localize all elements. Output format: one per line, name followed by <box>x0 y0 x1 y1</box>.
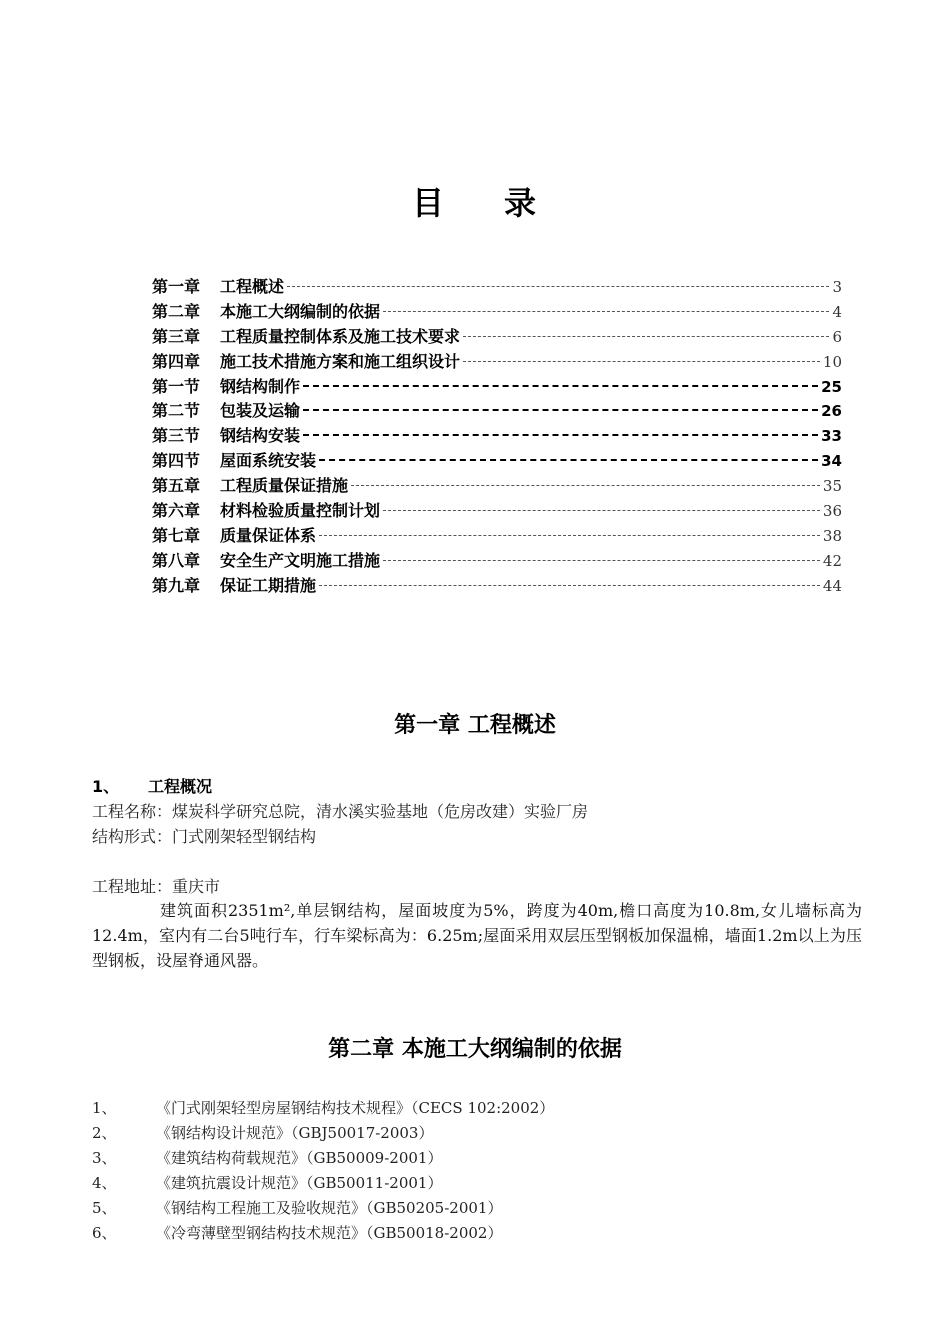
toc-entry[interactable] <box>152 473 842 498</box>
toc-entry-page: 25 <box>821 377 842 396</box>
toc-entry-label: 第九章 <box>152 575 201 595</box>
toc-leader <box>383 510 820 511</box>
toc-entry[interactable] <box>152 498 842 523</box>
list-item-text: 《钢结构工程施工及验收规范》（GB50205-2001） <box>156 1199 503 1217</box>
toc-leader <box>287 286 829 287</box>
toc-entry-title: 包装及运输 <box>220 401 301 421</box>
toc-entry-label: 第八章 <box>152 550 201 570</box>
toc-entry-title: 钢结构安装 <box>220 426 301 446</box>
toc-entry[interactable] <box>152 324 842 349</box>
toc-entry[interactable] <box>152 349 842 374</box>
list-item <box>92 1172 852 1197</box>
toc-entry-title: 安全生产文明施工措施 <box>220 550 381 570</box>
toc-leader <box>303 409 818 411</box>
toc-leader <box>303 434 818 436</box>
project-description: 建筑面积2351m²,单层钢结构，屋面坡度为5%，跨度为40m,檐口高度为10.8m,女儿墙标高为12.4m，室内有二台5吨行车，行车梁标高为：6.25m;屋面采用双层压型钢板加保温棉，墙面1.2m以上为压型钢板，设屋脊通风器。 <box>92 901 862 970</box>
toc-entry-page: 34 <box>821 452 842 471</box>
toc-title-char-1: 目 <box>411 184 446 222</box>
toc-leader <box>303 385 818 387</box>
toc-entry-title: 工程概述 <box>220 277 285 296</box>
toc-entry-page: 35 <box>822 477 842 496</box>
list-item-number: 2、 <box>92 1124 117 1142</box>
toc-leader <box>319 459 818 461</box>
list-item-number: 5、 <box>92 1199 117 1217</box>
toc-entry-title: 质量保证体系 <box>220 525 317 545</box>
toc-entry-label: 第二章 <box>152 301 201 321</box>
toc-leader <box>383 311 829 312</box>
toc-title <box>0 178 950 224</box>
toc-entry-page: 38 <box>822 526 842 545</box>
toc-leader <box>463 336 829 337</box>
section-title: 工程概况 <box>148 777 213 796</box>
list-item-number: 1、 <box>92 1099 117 1117</box>
section-heading <box>92 774 212 797</box>
list-item-text: 《建筑抗震设计规范》（GB50011-2001） <box>156 1174 443 1192</box>
toc-leader <box>319 585 820 586</box>
toc-entry-page: 3 <box>832 278 842 296</box>
toc-entry[interactable] <box>152 374 842 399</box>
toc-entry-label: 第三节 <box>152 426 201 446</box>
project-name: 工程名称：煤炭科学研究总院，清水溪实验基地（危房改建）实验厂房 <box>92 802 589 821</box>
toc-entry-label: 第一章 <box>152 277 201 296</box>
toc-entry-title: 材料检验质量控制计划 <box>220 501 381 521</box>
toc-entry-label: 第五章 <box>152 476 201 496</box>
toc-entry[interactable] <box>152 548 842 573</box>
list-item-text: 《钢结构设计规范》（GBJ50017-2003） <box>156 1124 434 1142</box>
table-of-contents <box>152 274 842 598</box>
toc-entry-page: 44 <box>822 576 842 595</box>
toc-entry[interactable] <box>152 448 842 473</box>
toc-entry[interactable] <box>152 423 842 448</box>
toc-entry-title: 钢结构制作 <box>220 376 301 396</box>
toc-leader <box>383 560 820 561</box>
toc-entry-label: 第二节 <box>152 401 201 421</box>
section-number: 1、 <box>92 777 120 796</box>
list-item <box>92 1122 852 1147</box>
chapter-1-heading: 第一章 工程概述 <box>394 713 556 738</box>
toc-entry-page: 36 <box>822 502 842 521</box>
toc-entry-label: 第三章 <box>152 326 201 346</box>
toc-entry[interactable] <box>152 573 842 598</box>
toc-entry-label: 第七章 <box>152 525 201 545</box>
toc-entry-page: 10 <box>822 352 842 371</box>
list-item <box>92 1097 852 1122</box>
list-item <box>92 1147 852 1172</box>
toc-entry-label: 第四节 <box>152 451 201 471</box>
structure-type: 结构形式：门式刚架轻型钢结构 <box>92 827 317 846</box>
toc-leader <box>319 535 820 536</box>
toc-entry[interactable] <box>152 523 842 548</box>
list-item-number: 6、 <box>92 1224 117 1242</box>
toc-entry-title: 工程质量保证措施 <box>220 476 349 496</box>
list-item <box>92 1197 852 1222</box>
toc-entry-title: 工程质量控制体系及施工技术要求 <box>220 326 461 346</box>
toc-entry-label: 第四章 <box>152 351 201 371</box>
list-item <box>92 1222 852 1247</box>
toc-entry-title: 施工技术措施方案和施工组织设计 <box>220 351 461 371</box>
chapter-2-heading: 第二章 本施工大纲编制的依据 <box>328 1037 622 1062</box>
toc-entry-page: 6 <box>832 327 842 346</box>
toc-entry[interactable] <box>152 274 842 299</box>
toc-entry-page: 42 <box>822 551 842 570</box>
toc-title-char-2: 录 <box>504 184 539 222</box>
toc-entry[interactable] <box>152 398 842 423</box>
toc-entry-page: 4 <box>832 302 842 321</box>
list-item-number: 4、 <box>92 1174 117 1192</box>
toc-entry-title: 屋面系统安装 <box>220 451 317 471</box>
list-item-text: 《冷弯薄壁型钢结构技术规范》（GB50018-2002） <box>156 1224 503 1242</box>
toc-leader <box>463 361 820 362</box>
toc-entry-page: 33 <box>821 427 842 446</box>
toc-entry-title: 保证工期措施 <box>220 575 317 595</box>
toc-entry-label: 第六章 <box>152 501 201 521</box>
toc-entry-page: 26 <box>821 402 842 421</box>
toc-entry-label: 第一节 <box>152 376 201 396</box>
toc-leader <box>351 485 820 486</box>
list-item-text: 《建筑结构荷载规范》（GB50009-2001） <box>156 1149 443 1167</box>
list-item-text: 《门式刚架轻型房屋钢结构技术规程》（CECS 102:2002） <box>156 1099 555 1117</box>
toc-entry-title: 本施工大纲编制的依据 <box>220 301 381 321</box>
list-item-number: 3、 <box>92 1149 117 1167</box>
toc-entry[interactable] <box>152 299 842 324</box>
project-address: 工程地址：重庆市 <box>92 877 221 896</box>
reference-list <box>92 1097 852 1247</box>
